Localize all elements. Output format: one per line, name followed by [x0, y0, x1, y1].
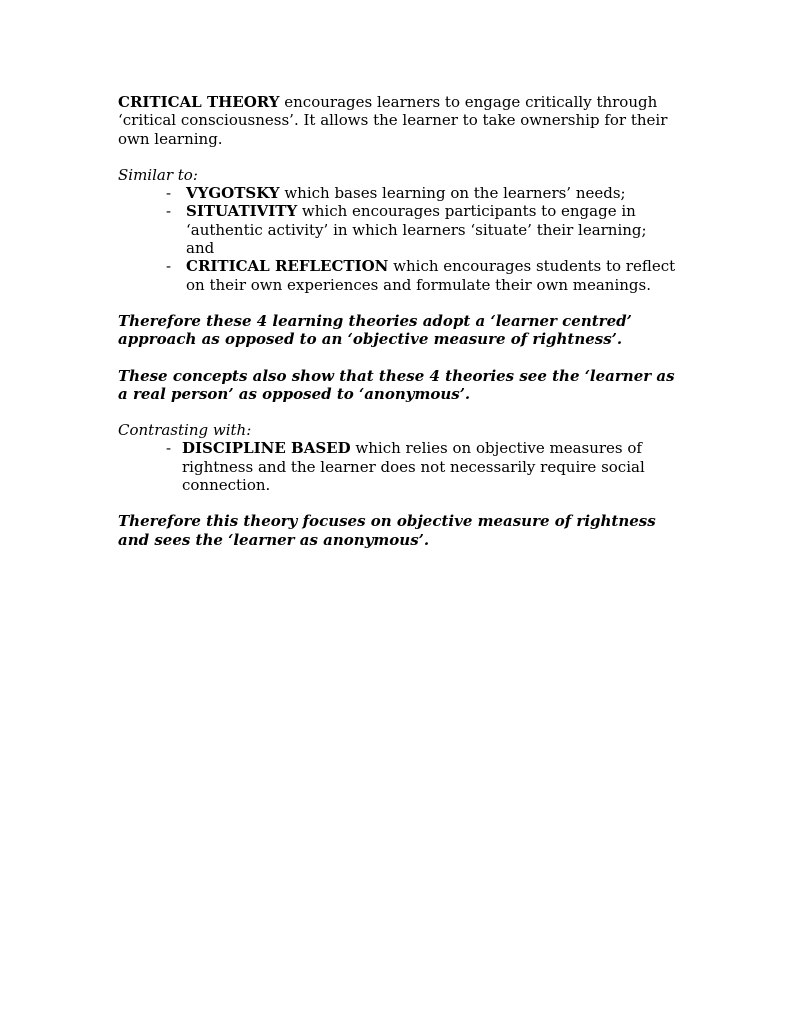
list-item-discipline-based [166, 439, 678, 494]
list-item-critical-reflection [166, 257, 678, 294]
discipline-based-text: which relies on objective measures of rightness and the learner does not necessarily require social connection. [182, 439, 645, 495]
conclusion-real-person: These concepts also show that these 4 theories see the ‘learner as a real person’ as opposed to ‘anonymous’. [118, 366, 675, 403]
critical-reflection-text: which encourages students to reflect on their own experiences and formulate their own meanings. [186, 257, 676, 294]
document-body [118, 93, 678, 549]
conclusion-anonymous: Therefore this theory focuses on objective measure of rightness and sees the ‘learner as anonymous’. [118, 512, 656, 549]
list-item-vygotsky [166, 184, 678, 202]
similar-list [118, 184, 678, 294]
list-item-situativity [166, 202, 678, 257]
contrasting-heading: Contrasting with: [118, 421, 252, 440]
contrasting-list [118, 439, 678, 494]
critical-theory-term: CRITICAL THEORY [118, 93, 280, 111]
intro-text: encourages learners to engage critically through ‘critical consciousness’. It allows the learner to take ownership for their own learning. [118, 93, 668, 148]
situativity-term: SITUATIVITY [186, 202, 298, 221]
situativity-text: which encourages participants to engage in ‘authentic activity’ in which learners ‘situate’ their learning; and [186, 202, 647, 258]
conclusion-learner-centred: Therefore these 4 learning theories adopt a ‘learner centred’ approach as opposed to an ‘objective measure of rightness’. [118, 311, 632, 349]
discipline-based-term: DISCIPLINE BASED [182, 439, 351, 458]
intro-paragraph [118, 93, 678, 148]
vygotsky-text: which bases learning on the learners’ needs; [279, 184, 626, 203]
critical-reflection-term: CRITICAL REFLECTION [186, 257, 389, 276]
similar-heading: Similar to: [118, 165, 198, 184]
vygotsky-term: VYGOTSKY [186, 184, 280, 203]
